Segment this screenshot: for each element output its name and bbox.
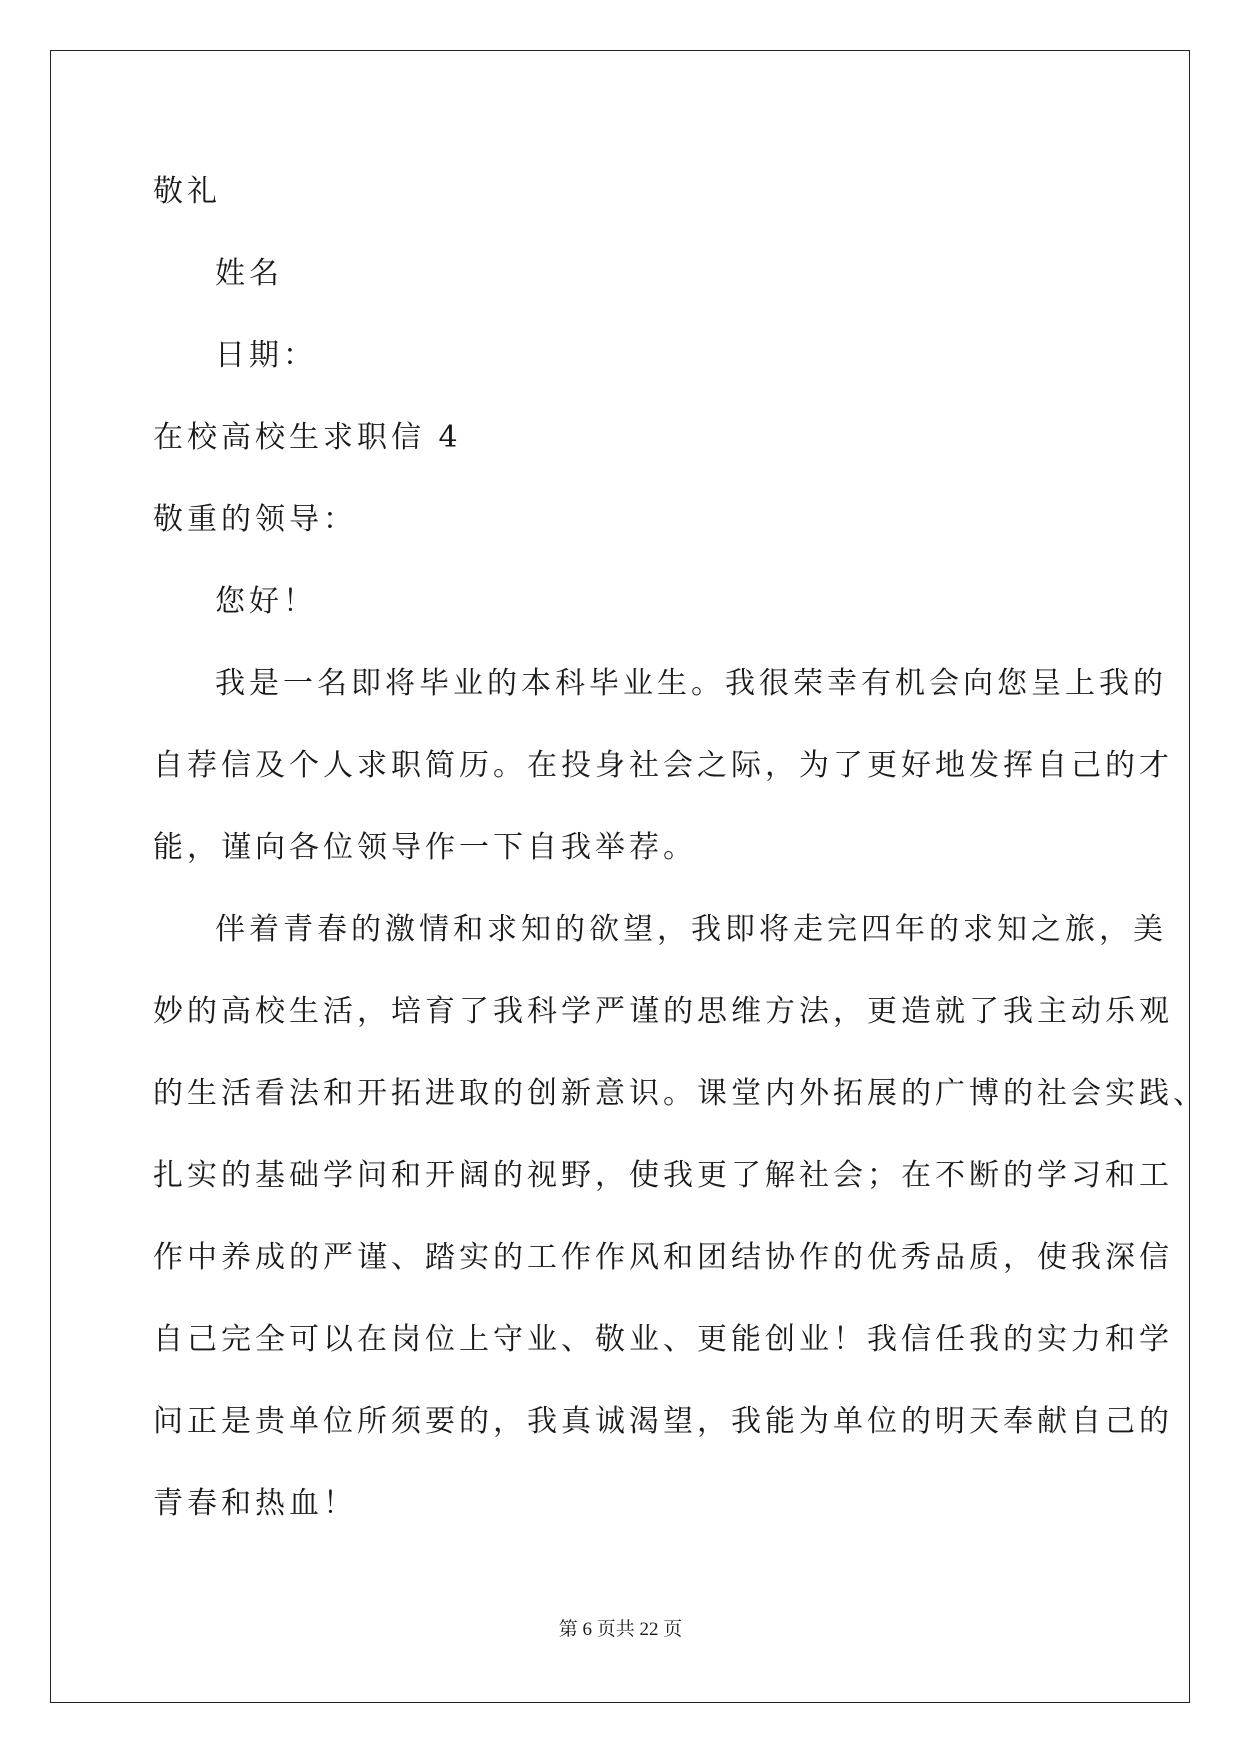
paragraph-2-line-3: 的生活看法和开拓进取的创新意识。课堂内外拓展的广博的社会实践、 <box>153 1076 1207 1111</box>
paragraph-2-line-4: 扎实的基础学问和开阔的视野，使我更了解社会；在不断的学习和工 <box>153 1158 1173 1193</box>
letter-greeting: 敬重的领导： <box>153 502 357 537</box>
paragraph-1-line-3: 能，谨向各位领导作一下自我举荐。 <box>153 830 697 865</box>
page-border <box>50 50 1190 1703</box>
section-title: 在校高校生求职信 4 <box>153 420 462 455</box>
paragraph-2-line-6: 自己完全可以在岗位上守业、敬业、更能创业！我信任我的实力和学 <box>153 1322 1173 1357</box>
page-total: 共 22 页 <box>615 1619 683 1640</box>
page-number: 第 6 页 <box>558 1619 616 1640</box>
closing-salutation: 敬礼 <box>153 174 221 209</box>
signature-name: 姓名 <box>215 256 283 291</box>
paragraph-2-line-8: 青春和热血！ <box>153 1486 357 1521</box>
page-footer <box>0 1618 1241 1642</box>
paragraph-2-line-7: 问正是贵单位所须要的，我真诚渴望，我能为单位的明天奉献自己的 <box>153 1404 1173 1439</box>
signature-date: 日期： <box>215 338 317 373</box>
paragraph-2-line-2: 妙的高校生活，培育了我科学严谨的思维方法，更造就了我主动乐观 <box>153 994 1173 1029</box>
paragraph-1-line-1: 我是一名即将毕业的本科毕业生。我很荣幸有机会向您呈上我的 <box>215 666 1167 701</box>
paragraph-1-line-2: 自荐信及个人求职简历。在投身社会之际，为了更好地发挥自己的才 <box>153 748 1173 783</box>
paragraph-2-line-5: 作中养成的严谨、踏实的工作作风和团结协作的优秀品质，使我深信 <box>153 1240 1173 1275</box>
letter-hello: 您好！ <box>215 584 317 619</box>
paragraph-2-line-1: 伴着青春的激情和求知的欲望，我即将走完四年的求知之旅，美 <box>215 912 1167 947</box>
